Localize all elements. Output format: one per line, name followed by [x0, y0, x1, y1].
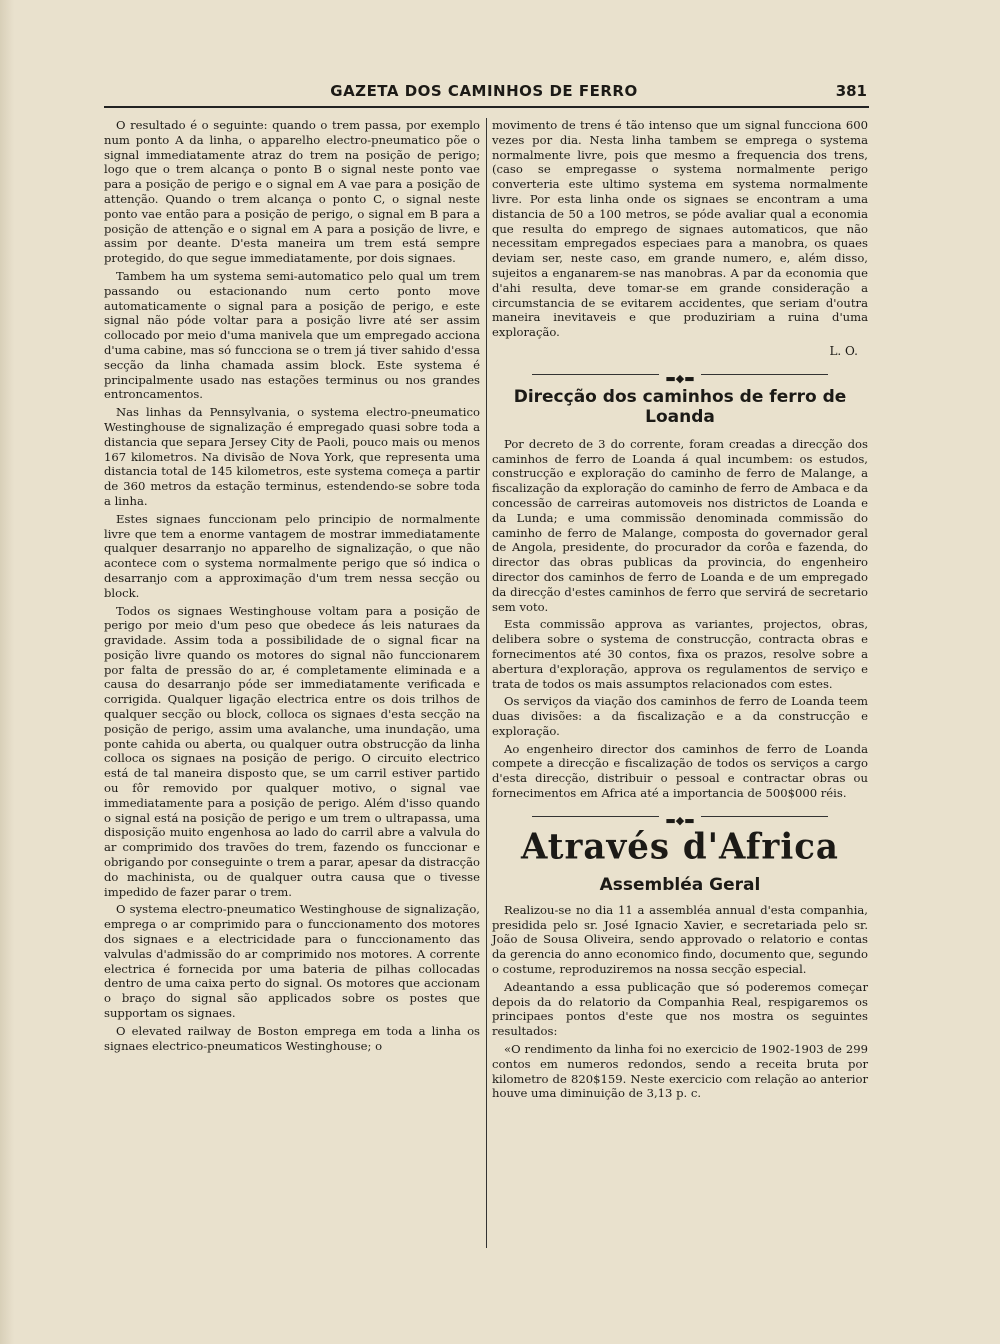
article-paragraph: O systema electro-pneumatico Westinghouse de signalização, emprega o ar comprimido para o funccionamento dos motores dos signaes e a electricidade para o funccionamento das valvulas d'admissão do ar comprimido nos motores. A corrente electrica é fornecida por uma bateria de pilhas collocadas dentro de uma caixa perto do signal. Os motores que accionam o braço do signal são applicados sobre os postes que supportam os signaes. [104, 902, 480, 1021]
article-paragraph: Nas linhas da Pennsylvania, o systema electro-pneumatico Westinghouse de signalização é empregado quasi sobre toda a distancia que separa Jersey City de Paoli, pouco mais ou menos 167 kilometros. Na divisão de Nova York, que representa uma distancia total de 145 kilometros, este systema começa a partir de 360 metros da estação terminus, estendendo-se sobre toda a linha. [104, 405, 480, 508]
ornament-glyph: ▬◆▬ [659, 372, 700, 386]
page-number: 381 [835, 82, 867, 100]
article-paragraph: Todos os signaes Westinghouse voltam para a posição de perigo por meio d'um peso que obedece ás leis naturaes da gravidade. Assim toda a possibilidade de o signal ficar na posição livre quando os motores do signal não funccionarem por falta de pressão do ar, é completamente eliminada e a causa do desarranjo póde ser immediatamente verificada e corrigida. Qualquer ligação electrica entre os dois trilhos de qualquer secção ou block, colloca os signaes d'esta secção na posição de perigo, assim uma avalanche, uma inundação, uma ponte cahida ou aberta, ou qualquer outra obstrucção da linha colloca os signaes na posição de perigo. O circuito electrico está de tal maneira disposto que, se um carril estiver partido ou fôr removido por qualquer motivo, o signal vae immediatamente para a posição de perigo. Além d'isso quando o signal está na posição de perigo e um trem o ultrapassa, uma disposição muito engenhosa ao lado do carril abre a valvula do ar comprimido dos travões do trem, fazendo os funccionar e obrigando por conseguinte o trem a parar, apesar da distracção do machinista, ou de qualquer outra causa que o tivesse impedido de fazer parar o trem. [104, 603, 480, 899]
right-column [492, 118, 868, 1101]
section-ornament [492, 367, 868, 385]
section-ornament [492, 809, 868, 827]
section-subtitle: Assembléa Geral [599, 874, 761, 895]
author-signature: L. O. [829, 343, 858, 358]
page-header [104, 80, 867, 104]
column-divider [486, 118, 487, 1248]
article-paragraph: Os serviços da viação dos caminhos de ferro de Loanda teem duas divisões: a da fiscalização e a da construcção e exploração. [492, 694, 868, 738]
publication-title: GAZETA DOS CAMINHOS DE FERRO [330, 82, 638, 100]
article-paragraph: O elevated railway de Boston emprega em toda a linha os signaes electrico-pneumaticos Westinghouse; o [104, 1023, 480, 1053]
article-paragraph: Por decreto de 3 do corrente, foram creadas a direcção dos caminhos de ferro de Loanda á qual incumbem: os estudos, construcção e exploração do caminho de ferro de Malange, a fiscalização da exploração do caminho de ferro de Ambaca e da concessão de carreiras automoveis nos districtos de Loanda e da Lunda; e uma commissão denominada commissão do caminho de ferro de Malange, composta do governador geral de Angola, presidente, do procurador da corôa e fazenda, do director das obras publicas da provincia, do engenheiro director dos caminhos de ferro de Loanda e de um empregado da direcção d'estes caminhos de ferro que servirá de secretario sem voto. [492, 436, 868, 614]
article-paragraph: Realizou-se no dia 11 a assembléa annual d'esta companhia, presidida pelo sr. José Ignacio Xavier, e secretariada pelo sr. João de Sousa Oliveira, sendo approvado o relatorio e contas da gerencia do anno economico findo, documento que, segundo o costume, reproduziremos na nossa secção especial. [492, 902, 868, 977]
article-paragraph: Adeantando a essa publicação que só poderemos começar depois da do relatorio da Companhia Real, respigaremos os principaes pontos d'este que nos mostra os seguintes resultados: [492, 979, 868, 1039]
article-paragraph: «O rendimento da linha foi no exercicio de 1902-1903 de 299 contos em numeros redondos, sendo a receita bruta por kilometro de 820$159. Neste exercicio com relação ao anterior houve uma diminuição de 3,13 p. c. [492, 1042, 868, 1101]
article-paragraph: Tambem ha um systema semi-automatico pelo qual um trem passando ou estacionando num certo ponto move automaticamente o signal para a posição de perigo, e este signal não póde voltar para a posição livre até ser assim collocado por meio d'uma manivela que um empregado acciona d'uma cabine, mas só funcciona se o trem já tiver sahido d'essa secção da linha chamada assim block. Este systema é principalmente usado nas estações terminus ou nos grandes entroncamentos. [104, 268, 480, 402]
article-paragraph: Ao engenheiro director dos caminhos de ferro de Loanda compete a direcção e fiscalização de todos os serviços a cargo d'esta direcção, distribuir o pessoal e contractar obras ou fornecimentos em Africa até a importancia de 500$000 réis. [492, 741, 868, 801]
header-rule [104, 106, 869, 108]
article-paragraph: Esta commissão approva as variantes, projectos, obras, delibera sobre o systema de construcção, contracta obras e fornecimentos até 30 contos, fixa os prazos, resolve sobre a abertura d'exploração, approva os regulamentos de serviço e trata de todos os mais assumptos relacionados com estes. [492, 617, 868, 691]
article-paragraph: O resultado é o seguinte: quando o trem passa, por exemplo num ponto A da linha, o apparelho electro-pneumatico põe o signal immediatamente atraz do trem na posição de perigo; logo que o trem alcança o ponto B o signal neste ponto vae para a posição de perigo e o signal em A vae para a posição de attenção. Quando o trem alcança o ponto C, o signal neste ponto vae então para a posição de perigo, o signal em B para a posição de attenção e o signal em A para a posição de livre, e assim por deante. D'esta maneira um trem está sempre protegido, do que segue immediatamente, por dois signaes. [104, 118, 480, 266]
section-title-loanda: Direcção dos caminhos de ferro de Loanda [513, 386, 847, 427]
article-continuation: movimento de trens é tão intenso que um signal funcciona 600 vezes por dia. Nesta linha tambem se emprega o systema normalmente livre, pois que mesmo a frequencia dos trens, (caso se empregasse o systema normalmente perigo converteria este ultimo systema em systema normalmente livre. Por esta linha onde os signaes se encontram a uma distancia de 50 a 100 metros, se póde avaliar qual a economia que resulta do emprego de signaes automaticos, que não necessitam empregados especiaes para a manobra, os quaes deviam ser, neste caso, em grande numero, e, além disso, sujeitos a enganarem-se nas manobras. A par da economia que d'ahi resulta, deve tomar-se em grande consideração a circumstancia de se evitarem accidentes, que seriam d'outra maneira inevitaveis e que produziriam a ruina d'uma exploração. [492, 118, 868, 340]
article-paragraph: Estes signaes funccionam pelo principio de normalmente livre que tem a enorme vantagem de mostrar immediatamente qualquer desarranjo no apparelho de signalização, o que não acontece com o systema normalmente perigo que só indica o desarranjo com a approximação d'um trem nessa secção ou block. [104, 511, 480, 600]
left-column [104, 118, 480, 1053]
page-edge [0, 0, 14, 1344]
section-masthead-africa: Através d'Africa [521, 825, 839, 868]
ornament-glyph: ▬◆▬ [659, 814, 700, 828]
